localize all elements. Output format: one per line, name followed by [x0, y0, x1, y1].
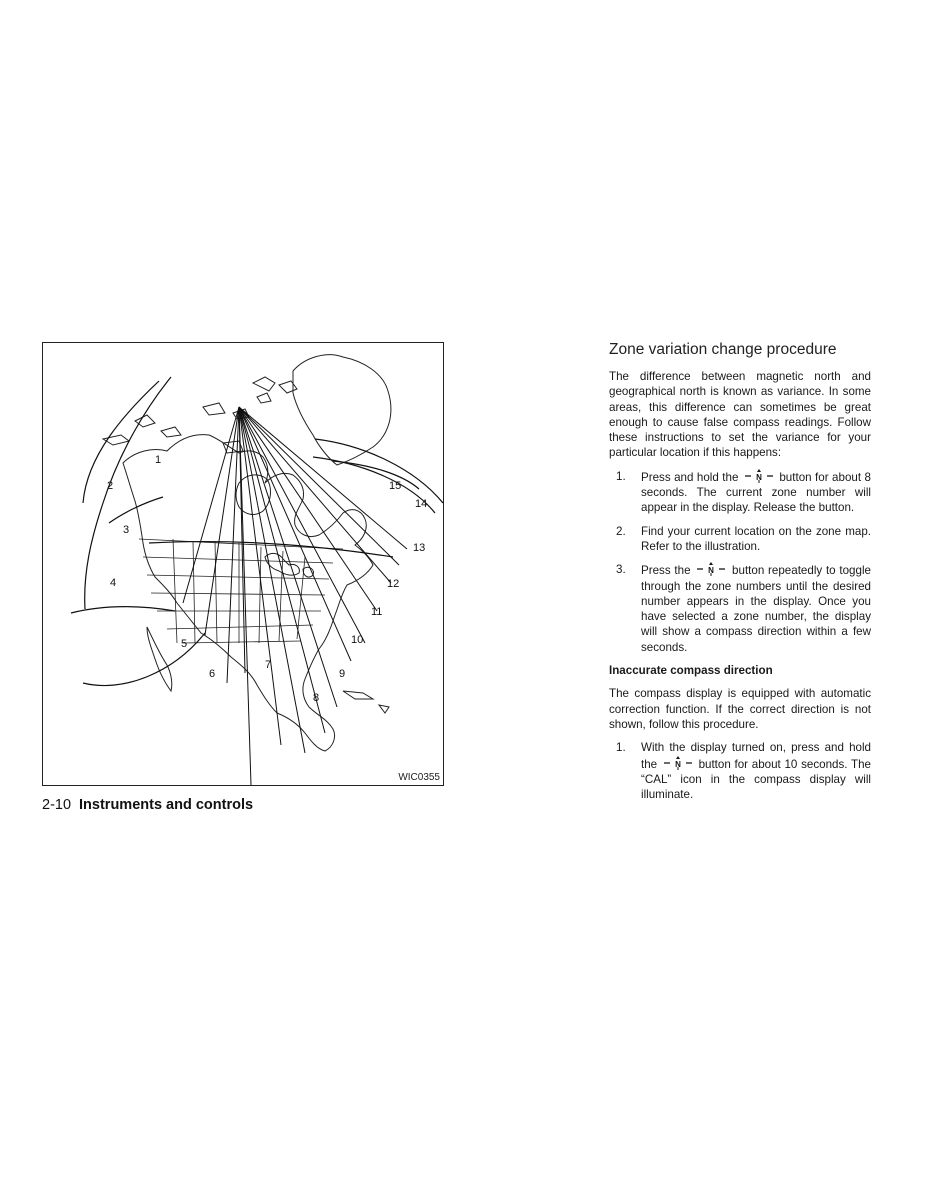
- zone-label-5: 5: [181, 638, 188, 650]
- zone-label-4: 4: [110, 577, 117, 589]
- arctic-islands: [103, 377, 297, 453]
- zone-label-1: 1: [155, 454, 162, 466]
- zone-boundary-arc: [71, 607, 175, 613]
- zone-label-7: 7: [265, 659, 272, 671]
- step-text-after: button repeatedly to toggle through the zone numbers until the desired number appears in the display. Once you have selected a zone number, the display will show a compass direction within a few seconds.: [641, 564, 871, 654]
- step-text: Find your current location on the zone map. Refer to the illustration.: [641, 524, 871, 553]
- greenland-outline: [293, 355, 391, 465]
- zone-label-12: 12: [387, 578, 400, 590]
- step-text-before: Press the: [641, 564, 691, 578]
- step-text-after: button for about 10 seconds. The “CAL” icon in the compass display will illuminate.: [641, 757, 871, 802]
- list-item: [609, 740, 871, 802]
- page-footer: [42, 797, 253, 813]
- section-heading: Zone variation change procedure: [609, 341, 837, 358]
- page-number: 2-10: [42, 797, 72, 813]
- correction-paragraph: The compass display is equipped with automatic correction function. If the correct direction is not shown, follow this procedure.: [609, 687, 871, 731]
- list-item: [609, 562, 871, 655]
- state-borders: [139, 539, 343, 643]
- north-button-icon: [696, 562, 726, 576]
- step-number: 1.: [616, 741, 626, 755]
- zone-label-10: 10: [351, 634, 364, 646]
- zone-boundary-arc: [315, 439, 443, 503]
- zone-label-15: 15: [389, 480, 402, 492]
- zone-label-8: 8: [313, 692, 320, 704]
- great-lakes: [265, 553, 313, 577]
- north-button-icon: [744, 469, 774, 483]
- list-item: [609, 524, 871, 555]
- zone-boundary-arc: [109, 497, 163, 523]
- step-number: 1.: [616, 469, 626, 483]
- zone-label-13: 13: [413, 542, 426, 554]
- step-text-before: Press and hold the: [641, 470, 739, 484]
- radial-lines: [183, 407, 407, 785]
- svg-text:N: N: [674, 759, 681, 769]
- zone-label-3: 3: [123, 524, 130, 536]
- text-column: [609, 340, 871, 810]
- svg-text:N: N: [708, 566, 715, 576]
- step-number: 3.: [616, 563, 626, 577]
- svg-text:N: N: [756, 472, 762, 482]
- list-item: [609, 469, 871, 516]
- zone-map-figure: [42, 342, 444, 786]
- step-text-before: With the display turned on, press and hold the: [641, 741, 871, 771]
- step-text-after: button for about 8 seconds. The current zone number will appear in the display. Release the button.: [641, 470, 871, 515]
- zone-label-11: 11: [371, 606, 383, 618]
- zone-boundary-arc: [85, 377, 171, 609]
- section-title: Instruments and controls: [79, 797, 254, 813]
- zone-label-9: 9: [339, 668, 346, 680]
- intro-paragraph: The difference between magnetic north and geographical north is known as variance. In some areas, this difference can sometimes be great enough to cause false compass readings. Follow these instructions to set the variance for your particular location if this happens:: [609, 370, 871, 460]
- zone-label-14: 14: [415, 498, 428, 510]
- zone-label-6: 6: [209, 668, 216, 680]
- subheading: Inaccurate compass direction: [609, 664, 773, 678]
- caribbean-islands: [343, 691, 389, 713]
- baja-california: [147, 627, 172, 691]
- zone-map: [43, 343, 443, 785]
- zone-boundary-arc: [83, 381, 162, 503]
- figure-code: WIC0355: [398, 772, 440, 783]
- zone-label-2: 2: [107, 480, 114, 492]
- north-button-icon: [663, 756, 693, 770]
- step-number: 2.: [616, 524, 626, 538]
- zone-boundary-arc: [333, 461, 419, 489]
